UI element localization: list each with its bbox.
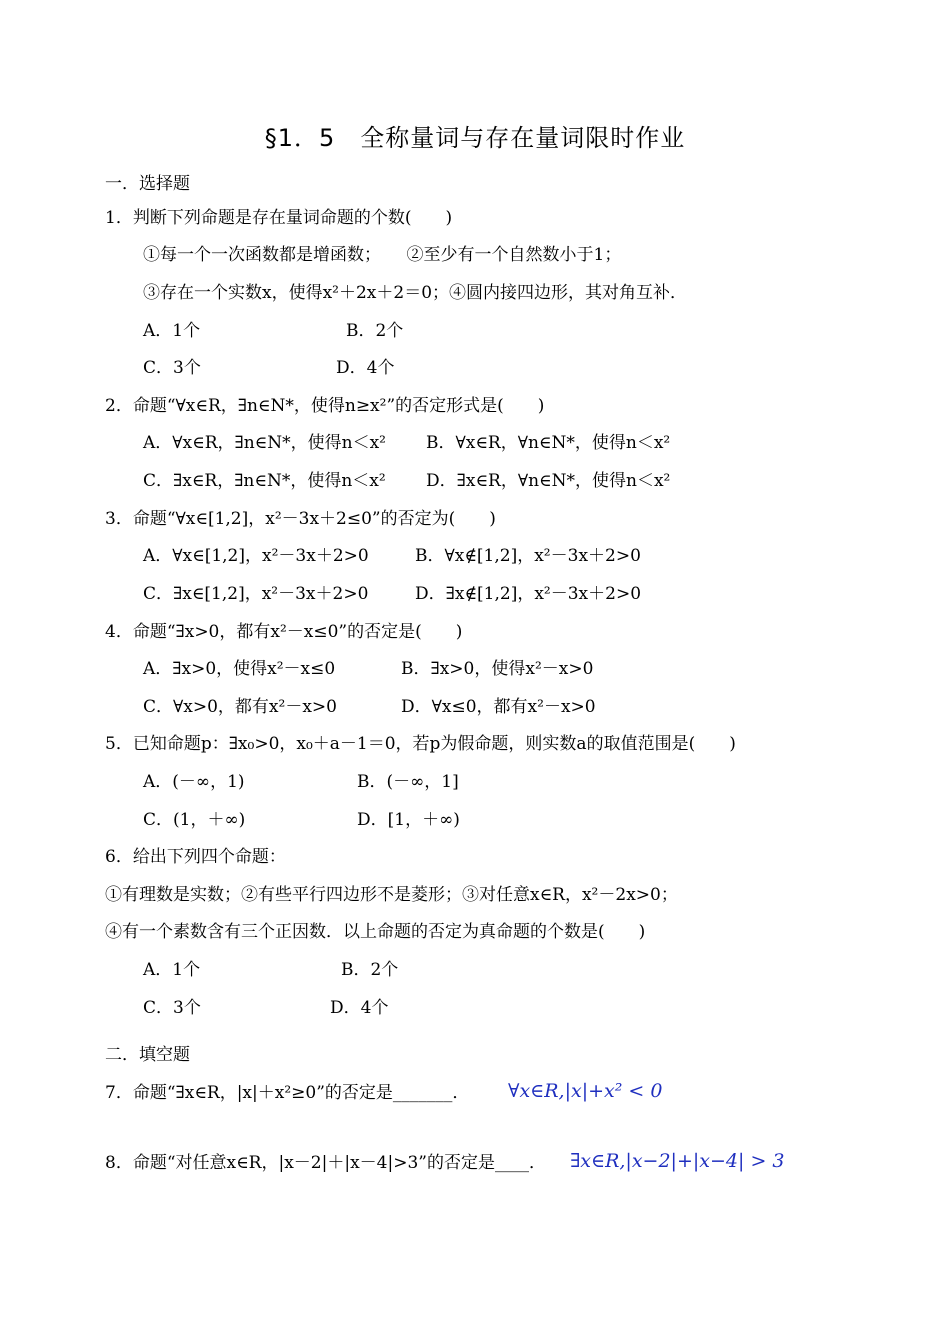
question-line: ①每一个一次函数都是增函数； ②至少有一个自然数小于1；: [143, 245, 622, 265]
question-line: 2．命题“∀x∈R，∃n∈N*，使得n≥x²”的否定形式是( ): [105, 396, 545, 416]
question-line: C．∃x∈[1,2]，x²－3x＋2>0: [143, 584, 369, 604]
question-line: D．∃x∉[1,2]，x²－3x＋2>0: [415, 584, 642, 604]
question-line: C．3个: [143, 998, 201, 1018]
question-line: 1．判断下列命题是存在量词命题的个数( ): [105, 208, 453, 228]
question-line: ③存在一个实数x，使得x²＋2x＋2＝0；④圆内接四边形，其对角互补．: [143, 283, 688, 303]
section-heading-fill: 二．填空题: [105, 1045, 190, 1065]
question-line: B．2个: [341, 960, 399, 980]
question-line: ④有一个素数含有三个正因数．以上命题的否定为真命题的个数是( ): [105, 922, 646, 942]
section-heading-choice: 一．选择题: [105, 174, 190, 194]
page-title: §1．5 全称量词与存在量词限时作业: [264, 124, 686, 152]
question-line: B．∃x>0，使得x²－x>0: [401, 659, 594, 679]
question-line: C．∃x∈R，∃n∈N*，使得n＜x²: [143, 471, 386, 491]
question-line: B．(－∞，1]: [357, 772, 459, 792]
question-line: 6．给出下列四个命题：: [105, 847, 286, 867]
question-line: B．∀x∉[1,2]，x²－3x＋2>0: [415, 546, 641, 566]
question-line: A．∀x∈R，∃n∈N*，使得n＜x²: [143, 433, 386, 453]
question-line: 8．命题“对任意x∈R，|x－2|＋|x－4|>3”的否定是____．: [105, 1153, 546, 1173]
question-line: ①有理数是实数；②有些平行四边形不是菱形；③对任意x∈R，x²－2x>0；: [105, 885, 678, 905]
question-line: D．4个: [336, 358, 395, 378]
question-line: A．∃x>0，使得x²－x≤0: [143, 659, 336, 679]
question-line: 7．命题“∃x∈R，|x|＋x²≥0”的否定是_______．: [105, 1083, 470, 1103]
answer-q7: ∀x∈R,|x|+x² < 0: [508, 1080, 663, 1102]
question-line: A．1个: [143, 321, 201, 341]
question-line: A．∀x∈[1,2]，x²－3x＋2>0: [143, 546, 369, 566]
question-line: B．2个: [346, 321, 404, 341]
question-line: C．∀x>0，都有x²－x>0: [143, 697, 337, 717]
question-line: A．(－∞，1): [143, 772, 245, 792]
question-line: D．∀x≤0，都有x²－x>0: [401, 697, 596, 717]
question-line: A．1个: [143, 960, 201, 980]
question-line: D．4个: [330, 998, 389, 1018]
question-line: C．3个: [143, 358, 201, 378]
question-line: 5．已知命题p：∃x₀>0，x₀＋a－1＝0，若p为假命题，则实数a的取值范围是( ): [105, 734, 736, 754]
question-line: D．∃x∈R，∀n∈N*，使得n＜x²: [426, 471, 671, 491]
question-line: 4．命题“∃x>0，都有x²－x≤0”的否定是( ): [105, 622, 463, 642]
answer-q8: ∃x∈R,|x−2|+|x−4| > 3: [570, 1150, 785, 1172]
question-line: 3．命题“∀x∈[1,2]，x²－3x＋2≤0”的否定为( ): [105, 509, 496, 529]
question-line: B．∀x∈R，∀n∈N*，使得n＜x²: [426, 433, 671, 453]
question-line: D．[1，＋∞): [357, 810, 460, 830]
question-line: C．(1，＋∞): [143, 810, 246, 830]
